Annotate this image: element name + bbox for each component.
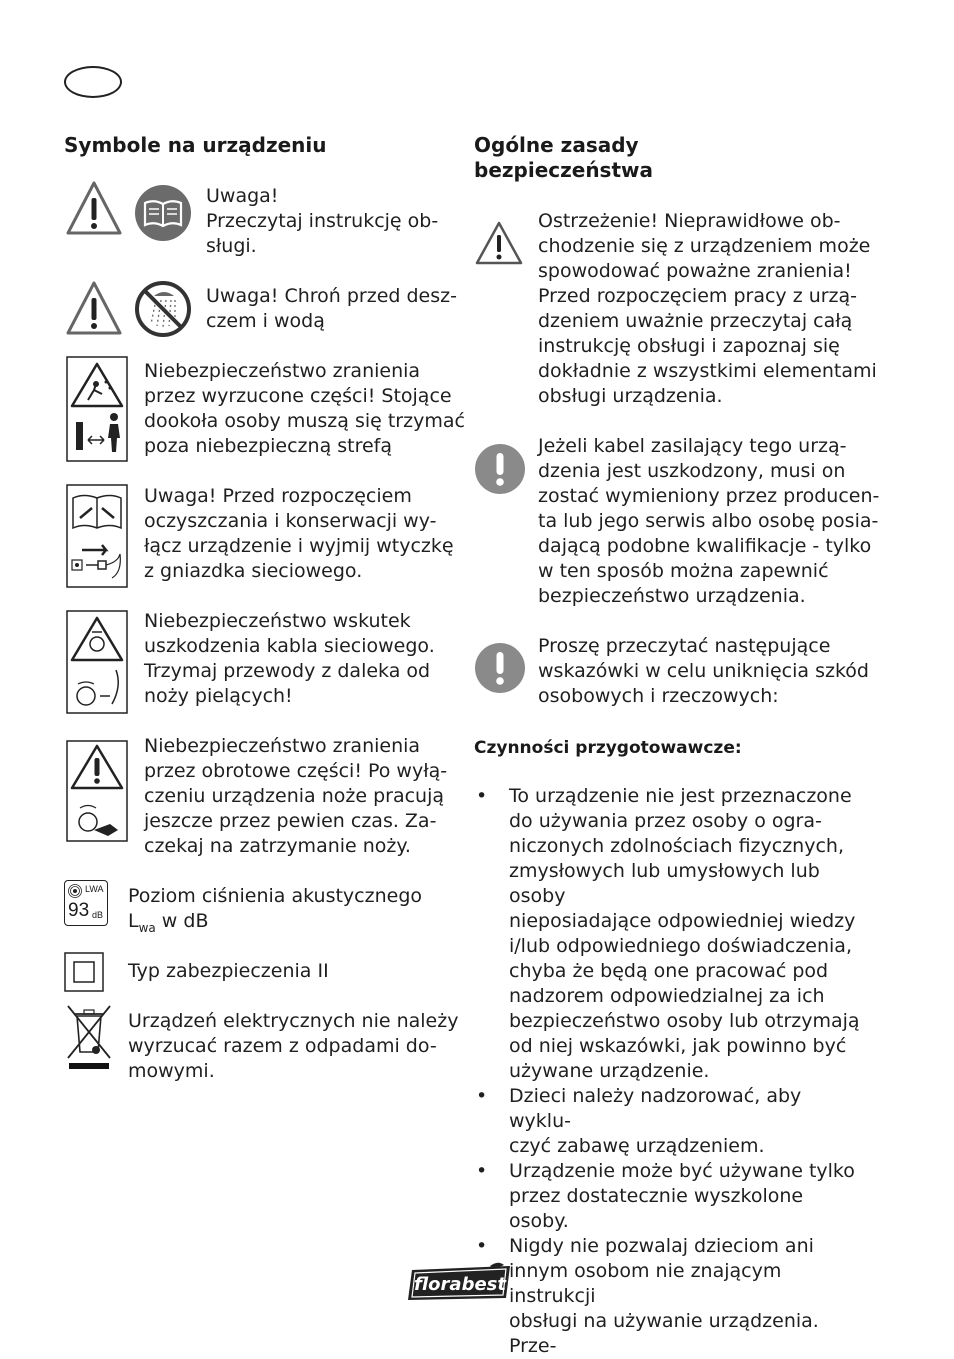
list-item: • Nigdy nie pozwalaj dzieciom ani innym osobom nie znającym instrukcji obsługi na używanie urządzenia. Prze- xyxy=(474,1234,864,1359)
sound-power-level-icon xyxy=(64,880,108,926)
no-rain-icon xyxy=(134,280,192,338)
cable-paragraph: Jeżeli kabel zasilający tego urzą- dzenia jest uszkodzony, musi on zostać wymieniony przez producen- ta lub jego serwis albo osobę posia- dającą podobne kwalifikacje - tylko w ten sposób można zapewnić bezpieczeństwo urządzenia. xyxy=(538,435,880,607)
symbol-text-thrown-parts: Niebezpieczeństwo zranienia przez wyrzucone części! Stojące dookoła osoby muszą się trzymać poza niebezpieczną strefą xyxy=(144,360,465,457)
crossed-bin-icon xyxy=(64,1002,114,1070)
speaker-icon xyxy=(68,884,82,898)
unplug-before-maintenance-icon xyxy=(66,484,128,588)
symbol-text-disposal: Urządzeń elektrycznych nie należy wyrzucać razem z odpadami do- mowymi. xyxy=(128,1010,459,1082)
symbol-text-cable-damage: Niebezpieczeństwo wskutek uszkodzenia kabla sieciowego. Trzymaj przewody z daleka od noży pielących! xyxy=(144,610,435,707)
list-item: • To urządzenie nie jest przeznaczone do używania przez osoby o ogra- niczonych zdolnościach fizycznych, zmysłowych lub umysłowych lub osoby nieposiadające odpowiedniej wiedzy i/lub odpowiedniego doświadczenia, chyba że będą one pracować pod nadzorem odpowiedzialnej za ich bezpieczeństwo osoby lub otrzymają od niej wskazówki, jak powinno być używane urządzenie. xyxy=(474,784,864,1084)
warning-triangle-icon xyxy=(474,220,524,266)
symbol-text-read-manual: Uwaga! Przeczytaj instrukcję ob- sługi. xyxy=(206,185,439,257)
manual-book-icon xyxy=(134,184,192,242)
warning-paragraph: Ostrzeżenie! Nieprawidłowe ob- chodzenie się z urządzeniem może spowodować poważne zranienia! Przed rozpoczęciem pracy z urzą- dzeniem uważnie przeczytaj całą instrukcję obsługi i zapoznaj się dokładnie z wszystkimi elementami obsługi urządzenia. xyxy=(538,210,877,407)
notice-exclamation-icon xyxy=(474,443,526,495)
left-heading: Symbole na urządzeniu xyxy=(64,133,327,157)
symbol-text-sound-level xyxy=(128,884,422,941)
symbol-text-protection-class: Typ zabezpieczenia II xyxy=(128,960,329,982)
symbol-text-protect-rain: Uwaga! Chroń przed desz- czem i wodą xyxy=(206,285,457,332)
read-instructions-paragraph: Proszę przeczytać następujące wskazówki w celu uniknięcia szkód osobowych i rzeczowych: xyxy=(538,635,869,707)
protection-class-ii-icon xyxy=(64,952,104,992)
db-unit: dB xyxy=(92,910,104,920)
preparation-subheading: Czynności przygotowawcze: xyxy=(474,738,742,758)
sound-text-l: L xyxy=(128,910,139,932)
thrown-objects-distance-icon xyxy=(66,356,128,462)
sound-value: 93 xyxy=(68,900,90,921)
logo-text: florabest xyxy=(414,1274,506,1295)
list-item: • Urządzenie może być używane tylko przez dostatecznie wyszkolone osoby. xyxy=(474,1159,864,1234)
sound-text-line1: Poziom ciśnienia akustycznego xyxy=(128,885,422,907)
warning-triangle-icon xyxy=(66,180,122,236)
language-badge xyxy=(64,66,122,98)
notice-exclamation-icon xyxy=(474,642,526,694)
symbol-text-rotating-parts: Niebezpieczeństwo zranienia przez obrotowe części! Po wyłą- czeniu urządzenia noże pracują jeszcze przez pewien czas. Za- czekaj na zatrzymanie noży. xyxy=(144,735,448,857)
rotating-blades-icon xyxy=(66,740,128,842)
preparation-list xyxy=(474,784,864,1359)
sound-text-rest: w dB xyxy=(155,910,209,932)
cable-blades-icon xyxy=(66,610,128,714)
list-item: • Dzieci należy nadzorować, aby wyklu- czyć zabawę urządzeniem. xyxy=(474,1084,864,1159)
sound-text-sub: wa xyxy=(138,921,156,935)
florabest-logo xyxy=(406,1262,516,1302)
warning-triangle-icon xyxy=(66,280,122,336)
right-heading: Ogólne zasady bezpieczeństwa xyxy=(474,133,653,182)
symbol-text-unplug: Uwaga! Przed rozpoczęciem oczyszczania i konserwacji wy- łącz urządzenie i wyjmij wtyczkę z gniazdka sieciowego. xyxy=(144,485,454,582)
lwa-label: LWA xyxy=(85,884,104,894)
